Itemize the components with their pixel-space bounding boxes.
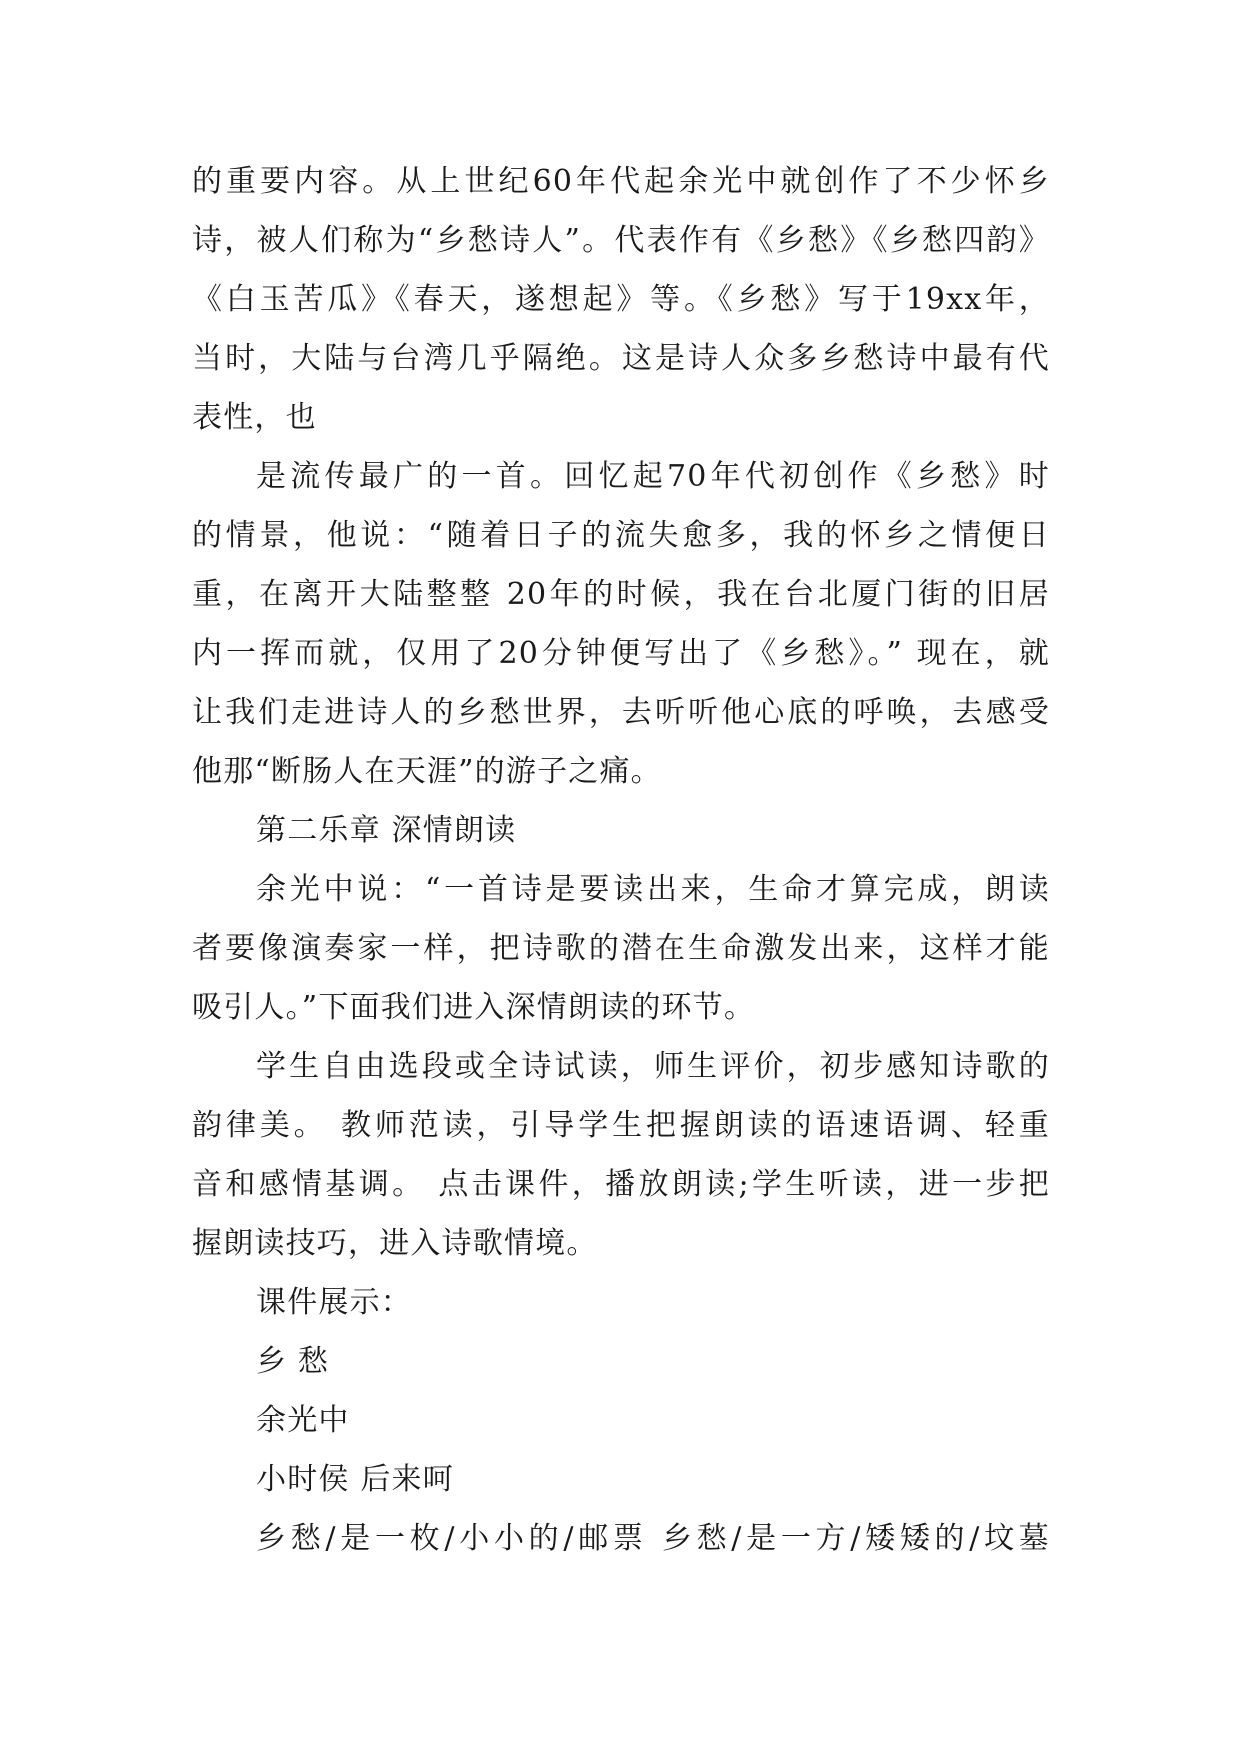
text-line: 重，在离开大陆整整 20年的时候，我在台北厦门街的旧居 [192, 577, 1050, 612]
text-line: 内一挥而就，仅用了20分钟便写出了《乡愁》。” 现在，就 [192, 636, 1050, 671]
text-line: 是流传最广的一首。回忆起70年代初创作《乡愁》时 [256, 459, 1050, 494]
text-line: 小时侯 后来呵 [256, 1462, 454, 1497]
text-line: 当时，大陆与台湾几乎隔绝。这是诗人众多乡愁诗中最有代 [192, 341, 1050, 376]
text-line: 他那“断肠人在天涯”的游子之痛。 [192, 754, 662, 789]
text-line: 学生自由选段或全诗试读，师生评价，初步感知诗歌的 [256, 1049, 1050, 1084]
text-line: 诗，被人们称为“乡愁诗人”。代表作有《乡愁》《乡愁四韵》 [192, 223, 1050, 258]
document-body [192, 152, 1050, 1568]
text-line: 的情景，他说：“随着日子的流失愈多，我的怀乡之情便日 [192, 518, 1050, 553]
text-line: 乡愁/是一枚/小小的/邮票 乡愁/是一方/矮矮的/坟墓 [256, 1521, 1050, 1556]
text-line: 吸引人。”下面我们进入深情朗读的环节。 [192, 990, 756, 1025]
text-line: 握朗读技巧，进入诗歌情境。 [192, 1226, 598, 1261]
text-line: 第二乐章 深情朗读 [256, 813, 517, 848]
text-line: 课件展示： [256, 1285, 412, 1320]
text-line: 表性，也 [192, 400, 317, 435]
text-line: 的重要内容。从上世纪60年代起余光中就创作了不少怀乡 [192, 164, 1050, 199]
text-line: 韵律美。 教师范读，引导学生把握朗读的语速语调、轻重 [192, 1108, 1050, 1143]
text-line: 余光中说：“一首诗是要读出来，生命才算完成，朗读 [256, 872, 1050, 907]
text-line: 余光中 [256, 1403, 350, 1438]
text-line: 者要像演奏家一样，把诗歌的潜在生命激发出来，这样才能 [192, 931, 1050, 966]
text-line: 音和感情基调。 点击课件，播放朗读;学生听读，进一步把 [192, 1167, 1050, 1202]
text-line: 让我们走进诗人的乡愁世界，去听听他心底的呼唤，去感受 [192, 695, 1050, 730]
text-line: 《白玉苦瓜》《春天，遂想起》等。《乡愁》写于19xx年， [192, 282, 1050, 317]
text-line: 乡 愁 [256, 1344, 330, 1379]
